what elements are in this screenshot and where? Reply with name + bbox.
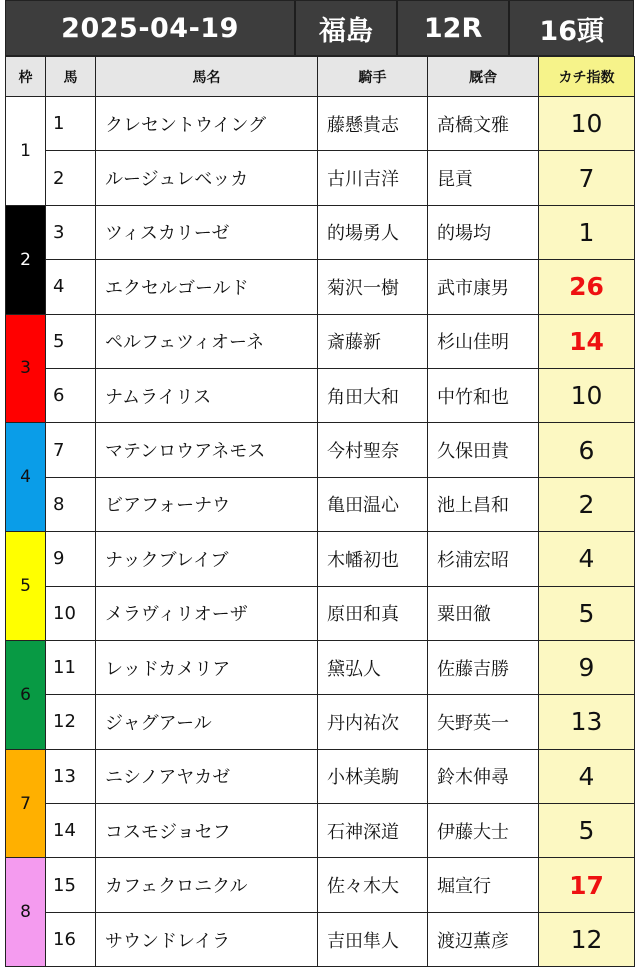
umaban-cell: 7: [46, 423, 96, 477]
umaban-cell: 11: [46, 640, 96, 694]
jockey-cell: 佐々木大: [318, 858, 428, 912]
col-header-jockey: 騎手: [318, 57, 428, 97]
table-row: [6, 532, 635, 586]
col-header-index: カチ指数: [539, 57, 635, 97]
waku-cell: 5: [6, 532, 46, 641]
jockey-cell: 黛弘人: [318, 640, 428, 694]
trainer-cell: 高橋文雅: [428, 97, 539, 151]
umaban-cell: 5: [46, 314, 96, 368]
jockey-cell: 小林美駒: [318, 749, 428, 803]
trainer-cell: 粟田徹: [428, 586, 539, 640]
umaban-cell: 3: [46, 205, 96, 259]
trainer-cell: 佐藤吉勝: [428, 640, 539, 694]
index-cell: 5: [539, 586, 635, 640]
jockey-cell: 斎藤新: [318, 314, 428, 368]
index-cell: 12: [539, 912, 635, 966]
umaban-cell: 8: [46, 477, 96, 531]
horse-name-cell: ナムライリス: [96, 368, 318, 422]
trainer-cell: 的場均: [428, 205, 539, 259]
index-cell: 9: [539, 640, 635, 694]
column-header-row: [6, 57, 635, 97]
umaban-cell: 4: [46, 260, 96, 314]
waku-cell: 4: [6, 423, 46, 532]
horse-name-cell: カフェクロニクル: [96, 858, 318, 912]
waku-cell: 2: [6, 205, 46, 314]
trainer-cell: 昆貢: [428, 151, 539, 205]
waku-cell: 8: [6, 858, 46, 967]
umaban-cell: 2: [46, 151, 96, 205]
horse-name-cell: ビアフォーナウ: [96, 477, 318, 531]
trainer-cell: 池上昌和: [428, 477, 539, 531]
umaban-cell: 12: [46, 695, 96, 749]
index-cell: 26: [539, 260, 635, 314]
entries-table: [5, 56, 635, 967]
table-row: [6, 205, 635, 259]
race-date: 2025-04-19: [6, 1, 296, 55]
umaban-cell: 1: [46, 97, 96, 151]
horse-name-cell: ツィスカリーゼ: [96, 205, 318, 259]
index-cell: 5: [539, 804, 635, 858]
trainer-cell: 武市康男: [428, 260, 539, 314]
trainer-cell: 杉浦宏昭: [428, 532, 539, 586]
jockey-cell: 角田大和: [318, 368, 428, 422]
index-cell: 17: [539, 858, 635, 912]
jockey-cell: 木幡初也: [318, 532, 428, 586]
table-row: [6, 804, 635, 858]
col-header-umaban: 馬: [46, 57, 96, 97]
col-header-trainer: 厩舎: [428, 57, 539, 97]
umaban-cell: 13: [46, 749, 96, 803]
entries-body: [6, 97, 635, 967]
umaban-cell: 10: [46, 586, 96, 640]
index-cell: 7: [539, 151, 635, 205]
horse-name-cell: マテンロウアネモス: [96, 423, 318, 477]
table-row: [6, 368, 635, 422]
horse-name-cell: エクセルゴールド: [96, 260, 318, 314]
index-cell: 1: [539, 205, 635, 259]
col-header-horse: 馬名: [96, 57, 318, 97]
index-cell: 4: [539, 749, 635, 803]
umaban-cell: 16: [46, 912, 96, 966]
jockey-cell: 原田和真: [318, 586, 428, 640]
table-row: [6, 97, 635, 151]
table-row: [6, 314, 635, 368]
table-row: [6, 423, 635, 477]
index-cell: 13: [539, 695, 635, 749]
horse-name-cell: メラヴィリオーザ: [96, 586, 318, 640]
jockey-cell: 吉田隼人: [318, 912, 428, 966]
col-header-waku: 枠: [6, 57, 46, 97]
horse-name-cell: ナックブレイブ: [96, 532, 318, 586]
jockey-cell: 石神深道: [318, 804, 428, 858]
table-row: [6, 640, 635, 694]
trainer-cell: 杉山佳明: [428, 314, 539, 368]
index-cell: 10: [539, 97, 635, 151]
table-row: [6, 477, 635, 531]
race-header: [5, 0, 634, 56]
index-cell: 2: [539, 477, 635, 531]
horse-name-cell: ニシノアヤカゼ: [96, 749, 318, 803]
jockey-cell: 菊沢一樹: [318, 260, 428, 314]
waku-cell: 1: [6, 97, 46, 206]
index-cell: 4: [539, 532, 635, 586]
trainer-cell: 久保田貴: [428, 423, 539, 477]
jockey-cell: 今村聖奈: [318, 423, 428, 477]
index-cell: 14: [539, 314, 635, 368]
table-row: [6, 151, 635, 205]
horse-name-cell: コスモジョセフ: [96, 804, 318, 858]
index-cell: 6: [539, 423, 635, 477]
horse-name-cell: レッドカメリア: [96, 640, 318, 694]
trainer-cell: 中竹和也: [428, 368, 539, 422]
horse-name-cell: ペルフェツィオーネ: [96, 314, 318, 368]
trainer-cell: 渡辺薫彦: [428, 912, 539, 966]
table-row: [6, 858, 635, 912]
jockey-cell: 古川吉洋: [318, 151, 428, 205]
horse-name-cell: サウンドレイラ: [96, 912, 318, 966]
table-row: [6, 695, 635, 749]
table-row: [6, 260, 635, 314]
trainer-cell: 堀宣行: [428, 858, 539, 912]
race-venue: 福島: [296, 1, 398, 55]
umaban-cell: 15: [46, 858, 96, 912]
jockey-cell: 藤懸貴志: [318, 97, 428, 151]
waku-cell: 7: [6, 749, 46, 858]
waku-cell: 6: [6, 640, 46, 749]
jockey-cell: 丹内祐次: [318, 695, 428, 749]
waku-cell: 3: [6, 314, 46, 423]
table-row: [6, 749, 635, 803]
umaban-cell: 6: [46, 368, 96, 422]
field-size: 16頭: [539, 15, 604, 47]
jockey-cell: 的場勇人: [318, 205, 428, 259]
jockey-cell: 亀田温心: [318, 477, 428, 531]
umaban-cell: 9: [46, 532, 96, 586]
index-cell: 10: [539, 368, 635, 422]
race-number: 12R: [398, 1, 511, 55]
horse-name-cell: ルージュレベッカ: [96, 151, 318, 205]
table-row: [6, 912, 635, 966]
umaban-cell: 14: [46, 804, 96, 858]
horse-name-cell: ジャグアール: [96, 695, 318, 749]
table-row: [6, 586, 635, 640]
trainer-cell: 伊藤大士: [428, 804, 539, 858]
trainer-cell: 鈴木伸尋: [428, 749, 539, 803]
trainer-cell: 矢野英一: [428, 695, 539, 749]
horse-name-cell: クレセントウイング: [96, 97, 318, 151]
